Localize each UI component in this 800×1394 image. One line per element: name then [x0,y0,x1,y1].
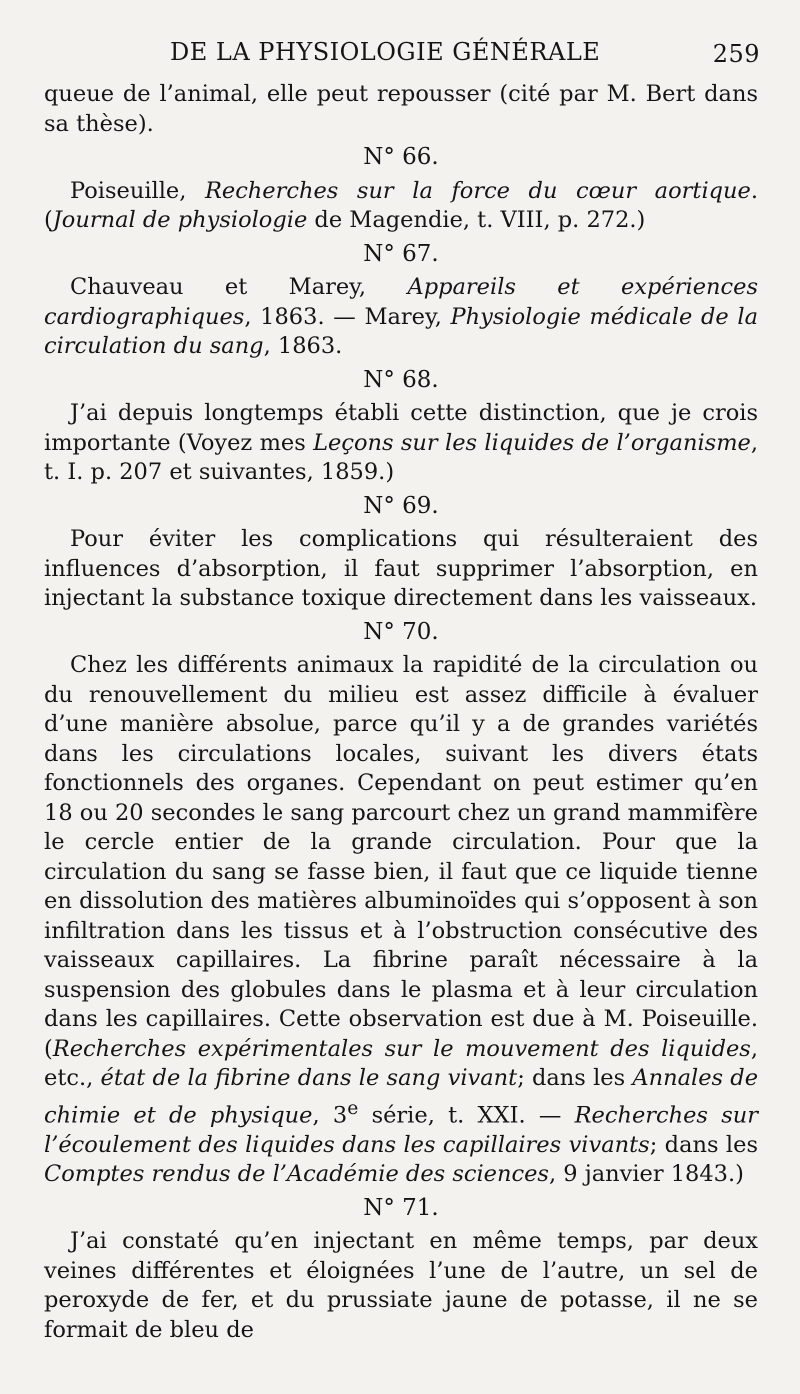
note-number: N° 68. [363,366,439,393]
note-number: N° 71. [363,1194,439,1221]
note-number: N° 70. [363,618,439,645]
note-paragraph: Chez les différents animaux la rapidité de la circulation ou du renouvellement du milieu est assez difficile à évaluer d’une manière absolue, parce qu’il y a de grandes variétés dans les circulations locales, suivant les divers états fonctionnels des organes. Cependant on peut estimer qu’en 18 ou 20 secondes le sang parcourt chez un grand mammifère le cercle entier de la grande circulation. Pour que la circulation du sang se fasse bien, il faut que ce liquide tienne en dissolution des matières albuminoïdes qui s’opposent à son infiltration dans les tissus et à l’obstruction consécutive des vaisseaux capillaires. La fibrine paraît nécessaire à la suspension des globules dans le plasma et à leur circulation dans les capillaires. Cette observation est due à M. Poiseuille. (Recherches expérimentales sur le mouvement des liquides, etc., état de la fibrine dans le sang vivant; dans les Annales de chimie et de physique, 3e série, t. XXI. — Recherches sur l’écoulement des liquides dans les capillaires vivants; dans les Comptes rendus de l’Académie des sciences, 9 janvier 1843.) [44,652,759,1187]
note-paragraph: J’ai constaté qu’en injectant en même temps, par deux veines différentes et éloignées l’une de l’autre, un sel de peroxyde de fer, et du prussiate jaune de potasse, il ne se formait de bleu de [44,1228,758,1343]
note-paragraph: Chauveau et Marey, Appareils et expériences cardiographiques, 1863. — Marey, Physiologie médicale de la circulation du sang, 1863. [44,274,758,359]
note-paragraph: J’ai depuis longtemps établi cette distinction, que je crois importante (Voyez mes Leçons sur les liquides de l’organisme, t. I. p. 207 et suivantes, 1859.) [44,400,758,485]
note-number: N° 69. [363,492,439,519]
page-body [44,80,758,1345]
page-number: 259 [712,40,760,68]
note-number: N° 66. [363,144,439,170]
note-paragraph: queue de l’animal, elle peut repousser (cité par M. Bert dans sa thèse). [44,81,758,137]
running-title: DE LA PHYSIOLOGIE GÉNÉRALE [170,38,601,66]
note-paragraph: Pour éviter les complications qui résulteraient des influences d’absorption, il faut supprimer l’absorption, en injectant la substance toxique directement dans les vaisseaux. [44,526,758,611]
note-number: N° 67. [363,240,439,267]
page-header [44,38,760,72]
note-paragraph: Poiseuille, Recherches sur la force du cœur aortique. (Journal de physiologie de Magendie, t. VIII, p. 272.) [44,177,759,233]
